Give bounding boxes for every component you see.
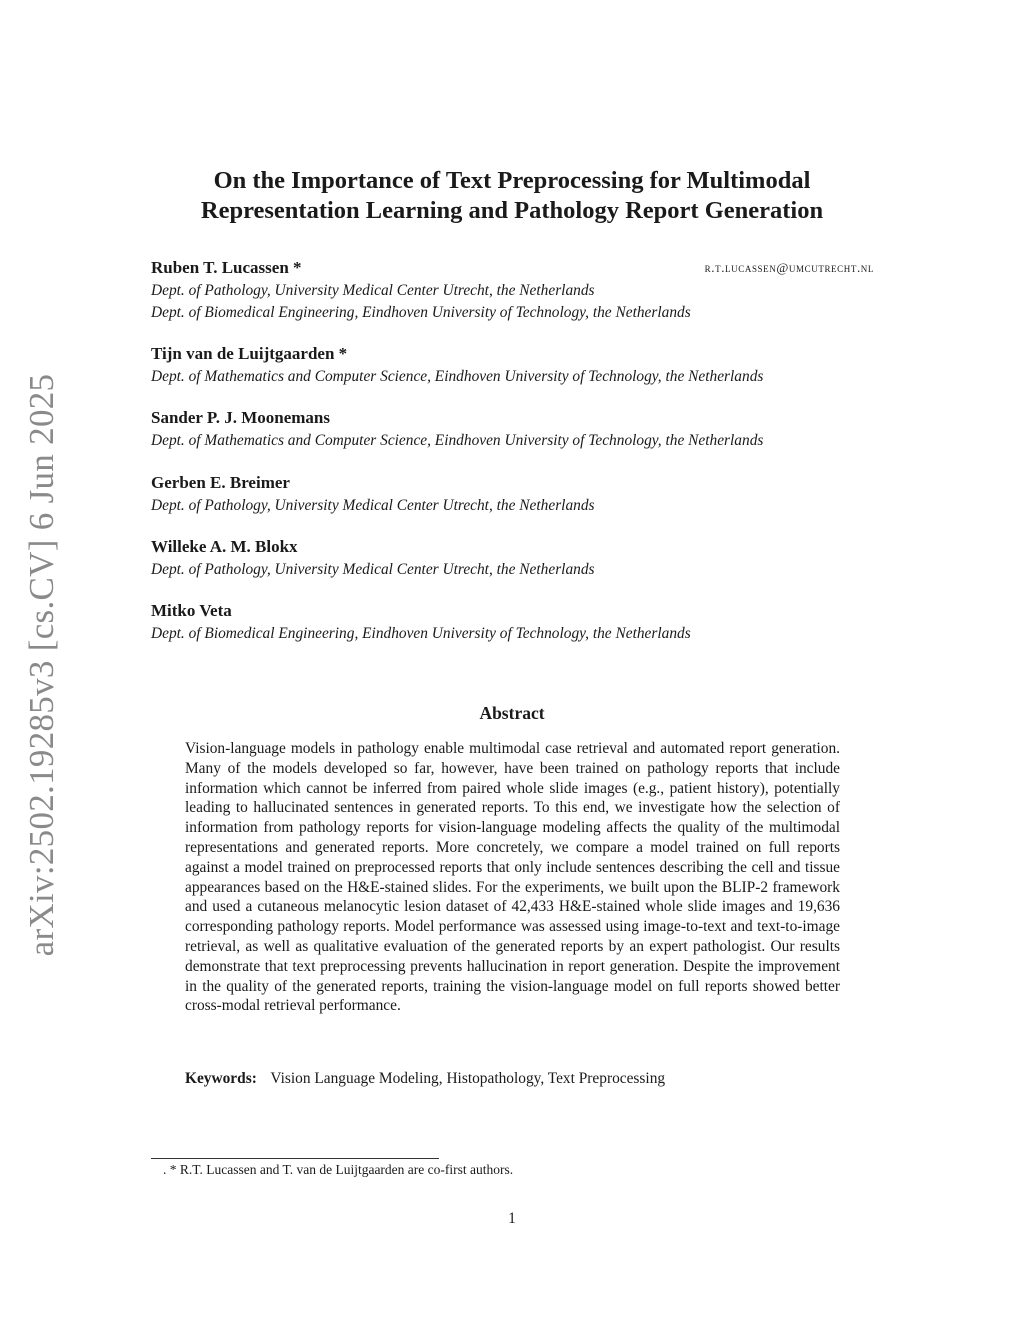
footnote-divider — [151, 1158, 439, 1159]
author-name-1: Ruben T. Lucassen * — [151, 258, 302, 277]
author-name-3: Sander P. J. Moonemans — [151, 408, 330, 427]
author-1-affiliation-1: Dept. of Pathology, University Medical Center Utrecht, the Netherlands — [151, 282, 595, 299]
author-5-affiliation-1: Dept. of Pathology, University Medical Center Utrecht, the Netherlands — [151, 561, 595, 578]
paper-title-line-2: Representation Learning and Pathology Report Generation — [200, 197, 824, 224]
abstract-heading: Abstract — [479, 703, 545, 723]
abstract-body: Vision-language models in pathology enable multimodal case retrieval and automated report generation. Many of the models developed so far, however, have been trained on pathology reports that include information which cannot be inferred from paired whole slide images (e.g., patient history), potentially leading to hallucinated sentences in generated reports. To this end, we investigate how the selection of information from pathology reports for vision-language modeling affects the quality of the multimodal representations and generated reports. More concretely, we compare a model trained on full reports against a model trained on preprocessed reports that only include sentences describing the cell and tissue appearances based on the H&E-stained slides. For the experiments, we built upon the BLIP-2 framework and used a cutaneous melanocytic lesion dataset of 42,433 H&E-stained whole slide images and 19,636 corresponding pathology reports. Model performance was assessed using image-to-text and text-to-image retrieval, as well as qualitative evaluation of the generated reports by an expert pathologist. Our results demonstrate that text preprocessing prevents hallucination in report generation. Despite the improvement in the quality of the generated reports, training the vision-language model on full reports showed better cross-modal retrieval performance. — [185, 740, 840, 1015]
arxiv-identifier-stamp: arXiv:2502.19285v3 [cs.CV] 6 Jun 2025 — [22, 373, 61, 957]
paper-title — [112, 166, 912, 226]
keywords-label: Keywords: — [185, 1070, 257, 1087]
footnote-co-first-authors: . * R.T. Lucassen and T. van de Luijtgaarden are co-first authors. — [163, 1162, 514, 1177]
author-6-affiliation-1: Dept. of Biomedical Engineering, Eindhoven University of Technology, the Netherlands — [151, 625, 691, 642]
page-number: 1 — [508, 1210, 516, 1227]
author-name-4: Gerben E. Breimer — [151, 473, 290, 492]
author-3-affiliation-1: Dept. of Mathematics and Computer Science, Eindhoven University of Technology, the Netherlands — [151, 432, 764, 449]
author-name-5: Willeke A. M. Blokx — [151, 537, 298, 556]
paper-title-line-1: On the Importance of Text Preprocessing for Multimodal — [213, 167, 811, 194]
keywords-text: Vision Language Modeling, Histopathology, Text Preprocessing — [270, 1070, 666, 1087]
author-email-1[interactable]: r.t.lucassen@umcutrecht.nl — [704, 260, 874, 275]
author-name-2: Tijn van de Luijtgaarden * — [151, 344, 348, 363]
keywords — [185, 1069, 845, 1089]
author-name-6: Mitko Veta — [151, 601, 232, 620]
author-4-affiliation-1: Dept. of Pathology, University Medical Center Utrecht, the Netherlands — [151, 497, 595, 514]
author-1-affiliation-2: Dept. of Biomedical Engineering, Eindhoven University of Technology, the Netherlands — [151, 304, 691, 321]
author-2-affiliation-1: Dept. of Mathematics and Computer Science, Eindhoven University of Technology, the Netherlands — [151, 368, 764, 385]
